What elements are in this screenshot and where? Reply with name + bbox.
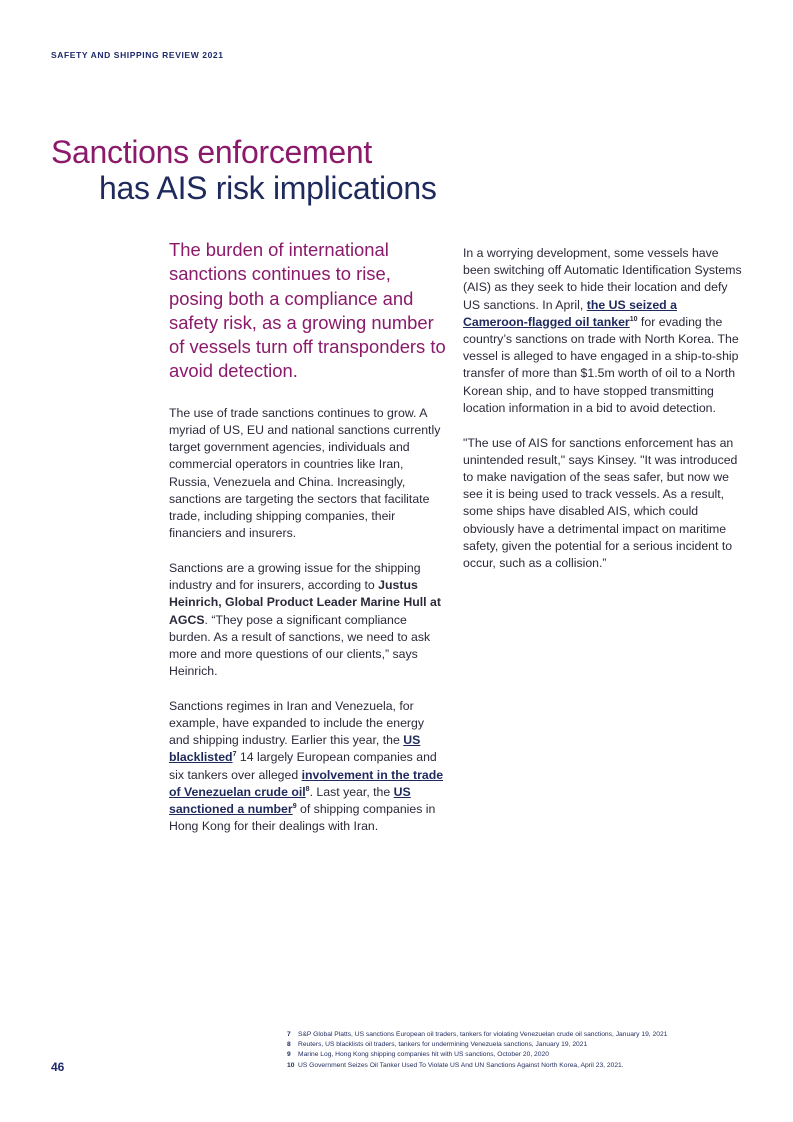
- link-us-seized-tanker[interactable]: the US seized a Cameroon-flagged oil tanker: [463, 297, 677, 329]
- left-column: [169, 238, 447, 853]
- link-venezuelan-crude-oil[interactable]: involvement in the trade of Venezuelan crude oil: [169, 767, 444, 799]
- lead-paragraph: The burden of international sanctions continues to rise, posing both a compliance and safety risk, as a growing number of vessels turn off transponders to avoid detection.: [169, 239, 446, 382]
- page-title-line-2: has AIS risk implications: [99, 170, 437, 206]
- footnote-ref-10: 10: [629, 315, 638, 323]
- footnote-7: [287, 1030, 667, 1040]
- footnote-ref-9: 9: [292, 802, 297, 810]
- body-paragraph-2: [169, 560, 447, 680]
- body-paragraph-1: The use of trade sanctions continues to grow. A myriad of US, EU and national sanctions currently target government agencies, individuals and commercial operators in countries like Iran, Russia, Venezuela and China. Increasingly, sanctions are targeting the sectors that facilitate trade, including shipping companies, their financiers and insurers.: [169, 405, 441, 541]
- body-paragraph-5: "The use of AIS for sanctions enforcement has an unintended result," says Kinsey. "It was introduced to make navigation of the seas safer, but now we see it is being used to track vessels. As a result, some ships have disabled AIS, which could obviously have a detrimental impact on maritime safety, given the potential for a serious incident to occur, such as a collision.”: [463, 435, 738, 570]
- body-text: for evading the country’s sanctions on trade with North Korea. The vessel is alleged to have engaged in a ship-to-ship transfer of more than $1.5m worth of oil to a North Korean ship, and to have stopped transmitting location information in a bid to avoid detection.: [463, 314, 739, 415]
- link-us-sanctioned[interactable]: US sanctioned a number: [169, 784, 411, 817]
- footnote-number: 7: [287, 1031, 291, 1038]
- footnote-9: [287, 1050, 667, 1060]
- page-number: 46: [51, 1060, 65, 1074]
- running-header: SAFETY AND SHIPPING REVIEW 2021: [51, 50, 224, 60]
- footnotes: [287, 1030, 667, 1071]
- footnote-number: 8: [287, 1041, 291, 1049]
- body-text: . Last year, the: [309, 784, 394, 799]
- body-text: In a worrying development, some vessels have been switching off Automatic Identification Systems (AIS) as they seek to hide their location and defy US sanctions. In April,: [463, 246, 742, 312]
- body-text: . “They pose a significant compliance burden. As a result of sanctions, we need to ask more and more questions of our clients,” says Heinrich.: [169, 612, 431, 679]
- body-paragraph-3: [169, 698, 447, 836]
- body-paragraph-4: [463, 245, 743, 417]
- footnote-8: [287, 1040, 667, 1050]
- footnote-text: S&P Global Platts, US sanctions European oil traders, tankers for violating Venezuelan crude oil sanctions, January 19, 2021: [298, 1031, 668, 1038]
- link-us-blacklisted[interactable]: US blacklisted: [169, 733, 421, 765]
- body-text: Sanctions regimes in Iran and Venezuela, for example, have expanded to include the energy and shipping industry. Earlier this year, the: [169, 698, 424, 748]
- footnote-10: [287, 1061, 667, 1071]
- footnote-ref-8: 8: [305, 785, 310, 793]
- body-text: Sanctions are a growing issue for the shipping industry and for insurers, according to: [169, 560, 421, 593]
- body-text: of shipping companies in Hong Kong for their dealings with Iran.: [169, 802, 436, 834]
- footnote-number: 9: [287, 1051, 291, 1059]
- footnote-text: US Government Seizes Oil Tanker Used To Violate US And UN Sanctions Against North Korea, April 23, 2021.: [298, 1061, 624, 1069]
- right-column: [463, 245, 743, 590]
- footnote-text: Reuters, US blacklists oil traders, tankers for undermining Venezuela sanctions, January 19, 2021: [298, 1041, 588, 1049]
- footnote-text: Marine Log, Hong Kong shipping companies hit with US sanctions, October 20, 2020: [298, 1051, 549, 1059]
- body-text: 14 largely European companies and six tankers over alleged: [169, 750, 437, 782]
- footnote-number: 10: [287, 1061, 295, 1069]
- expert-name: Justus Heinrich, Global Product Leader Marine Hull at AGCS: [169, 578, 441, 627]
- footnote-ref-7: 7: [232, 751, 237, 759]
- page-title-line-1: Sanctions enforcement: [51, 134, 372, 170]
